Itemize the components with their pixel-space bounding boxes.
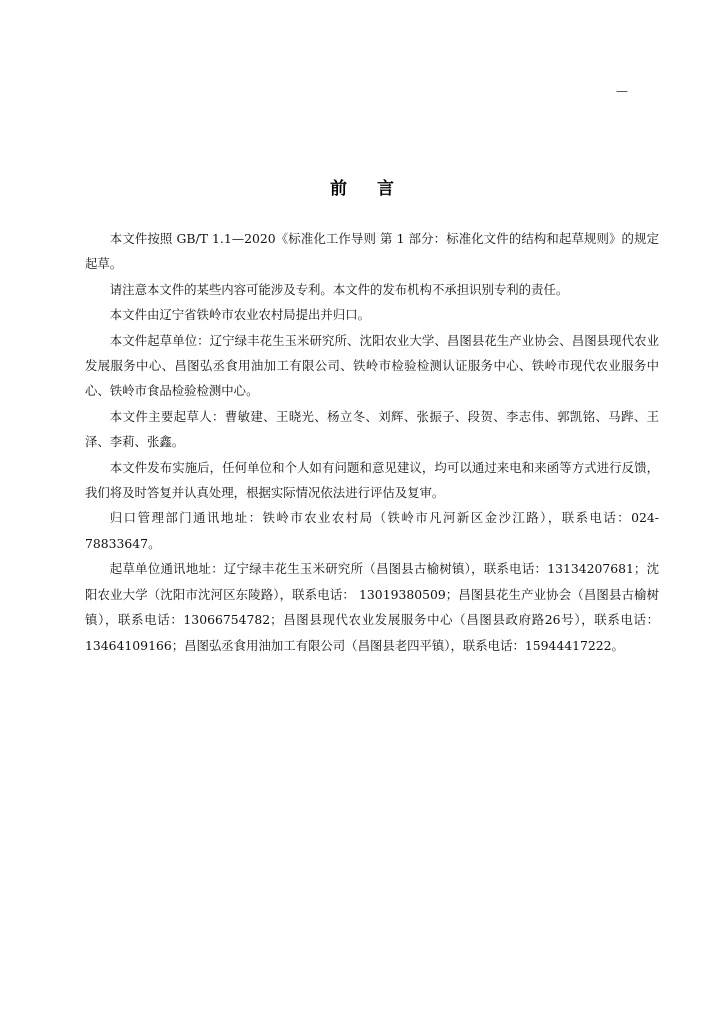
paragraph-drafters: 本文件主要起草人：曹敏建、王晓光、杨立冬、刘辉、张振子、段贺、李志伟、郭凯铭、马跸、王泽、李莉、张鑫。: [85, 408, 659, 450]
paragraph-proposer: 本文件由辽宁省铁岭市农业农村局提出并归口。: [109, 307, 370, 323]
paragraph-patent-notice: 请注意本文件的某些内容可能涉及专利。本文件的发布机构不承担识别专利的责任。: [109, 281, 569, 297]
paragraph-drafting-basis: 本文件按照 GB/T 1.1—2020《标准化工作导则 第 1 部分：标准化文件的结构和起草规则》的规定起草。: [85, 231, 659, 272]
paragraph-drafting-units: 本文件起草单位：辽宁绿丰花生玉米研究所、沈阳农业大学、昌图县花生产业协会、昌图县现代农业发展服务中心、昌图弘丞食用油加工有限公司、铁岭市检验检测认证服务中心、铁岭市现代农业服务中心、铁岭市食品检验检测中心。: [85, 332, 659, 399]
page-title: 前言: [330, 179, 424, 199]
page-number-mark: —: [616, 84, 628, 98]
paragraph-management-address: 归口管理部门通讯地址：铁岭市农业农村局（铁岭市凡河新区金沙江路），联系电话：024-78833647。: [85, 510, 659, 551]
paragraph-drafting-unit-addresses: 起草单位通讯地址：辽宁绿丰花生玉米研究所（昌图县古榆树镇），联系电话：13134207681；沈阳农业大学（沈阳市沈河区东陵路），联系电话： 13019380509；昌图县花生产业协会（昌图县古榆树镇），联系电话：13066754782；昌图县现代农业发展服务中心（昌图县政府路26号），联系电话：13464109166；昌图弘丞食用油加工有限公司（昌图县老四平镇），联系电话：15944417222。: [85, 561, 659, 653]
paragraph-feedback: 本文件发布实施后，任何单位和个人如有问题和意见建议，均可以通过来电和来函等方式进行反馈，我们将及时答复并认真处理，根据实际情况依法进行评估及复审。: [85, 459, 659, 501]
document-body: [85, 226, 659, 658]
